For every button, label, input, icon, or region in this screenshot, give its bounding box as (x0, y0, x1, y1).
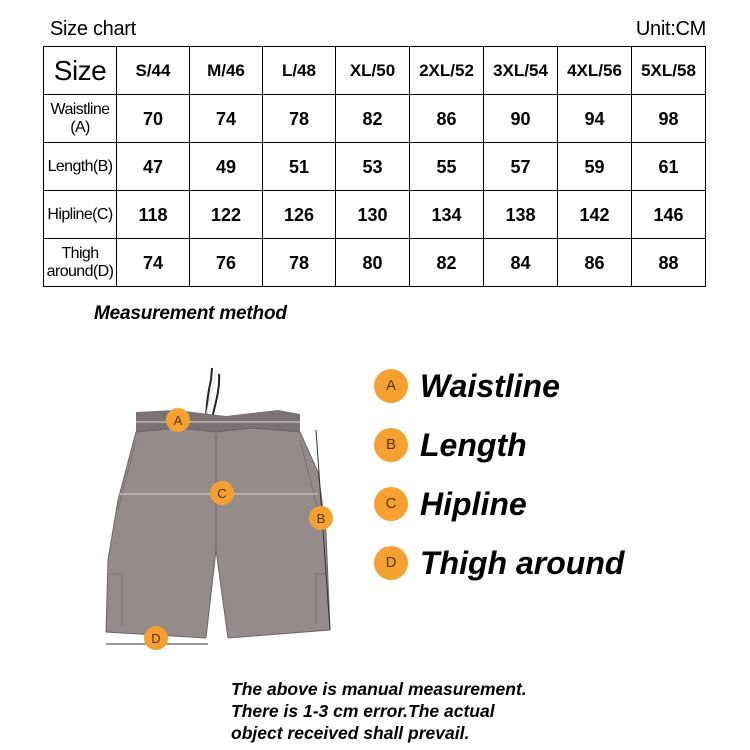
legend-label: Thigh around (420, 545, 625, 581)
value-cell: 49 (190, 143, 263, 191)
size-chart-title: Size chart (50, 18, 136, 40)
legend-badge: D (374, 546, 408, 580)
marker-c (210, 481, 234, 505)
size-header-row (44, 47, 706, 95)
table-row (44, 191, 706, 239)
value-cell: 82 (410, 239, 484, 287)
size-header-cell: XL/50 (336, 47, 410, 95)
shorts-illustration (78, 360, 348, 660)
legend-label: Waistline (420, 368, 560, 404)
row-label-hipline (44, 191, 117, 239)
table-row (44, 143, 706, 191)
value-cell: 88 (632, 239, 706, 287)
value-cell: 122 (190, 191, 263, 239)
size-corner-cell: Size (44, 47, 117, 95)
size-header-cell: M/46 (190, 47, 263, 95)
unit-label: Unit:CM (635, 18, 706, 40)
marker-b (309, 506, 333, 530)
value-cell: 78 (263, 95, 336, 143)
row-label-line: Thigh (61, 244, 99, 262)
value-cell: 76 (190, 239, 263, 287)
value-cell: 78 (263, 239, 336, 287)
size-header-cell: 5XL/58 (632, 47, 706, 95)
note-line: object received shall prevail. (231, 723, 470, 743)
value-cell: 74 (117, 239, 190, 287)
size-header-cell: S/44 (117, 47, 190, 95)
legend-label: Hipline (420, 486, 527, 522)
measurement-method-title: Measurement method (94, 303, 287, 324)
row-label-line: Hipline(C) (47, 205, 113, 223)
measurement-note (231, 678, 651, 744)
value-cell: 94 (558, 95, 632, 143)
legend-badge: C (374, 487, 408, 521)
size-header-cell: 4XL/56 (558, 47, 632, 95)
legend-badge: A (374, 369, 408, 403)
legend-label: Length (420, 427, 527, 463)
value-cell: 130 (336, 191, 410, 239)
size-header-cell: L/48 (263, 47, 336, 95)
row-label-waistline (44, 95, 117, 143)
marker-c-label: C (217, 486, 227, 501)
note-line: There is 1-3 cm error.The actual (231, 701, 495, 721)
value-cell: 80 (336, 239, 410, 287)
value-cell: 142 (558, 191, 632, 239)
value-cell: 90 (484, 95, 558, 143)
marker-d (144, 626, 168, 650)
shorts-body (106, 428, 330, 638)
value-cell: 98 (632, 95, 706, 143)
marker-a-label: A (173, 413, 183, 428)
marker-a (166, 408, 190, 432)
value-cell: 53 (336, 143, 410, 191)
value-cell: 146 (632, 191, 706, 239)
value-cell: 55 (410, 143, 484, 191)
value-cell: 134 (410, 191, 484, 239)
value-cell: 70 (117, 95, 190, 143)
row-label-line: Length(B) (47, 157, 113, 175)
table-row (44, 95, 706, 143)
value-cell: 138 (484, 191, 558, 239)
value-cell: 82 (336, 95, 410, 143)
value-cell: 47 (117, 143, 190, 191)
size-table (43, 46, 706, 287)
value-cell: 84 (484, 239, 558, 287)
size-header-cell: 3XL/54 (484, 47, 558, 95)
value-cell: 86 (410, 95, 484, 143)
value-cell: 57 (484, 143, 558, 191)
drawstring-right (212, 374, 219, 418)
legend-badge: B (374, 428, 408, 462)
size-header-cell: 2XL/52 (410, 47, 484, 95)
value-cell: 61 (632, 143, 706, 191)
marker-b-label: B (316, 511, 326, 526)
note-line: The above is manual measurement. (231, 679, 527, 699)
row-label-thigh (44, 239, 117, 287)
value-cell: 86 (558, 239, 632, 287)
table-row (44, 239, 706, 287)
row-label-line: (A) (70, 118, 90, 136)
value-cell: 126 (263, 191, 336, 239)
value-cell: 51 (263, 143, 336, 191)
marker-d-label: D (151, 631, 161, 646)
row-label-length (44, 143, 117, 191)
row-label-line: Waistline (50, 100, 110, 118)
row-label-line: around(D) (46, 262, 114, 280)
value-cell: 74 (190, 95, 263, 143)
waistband (136, 410, 300, 432)
value-cell: 59 (558, 143, 632, 191)
value-cell: 118 (117, 191, 190, 239)
